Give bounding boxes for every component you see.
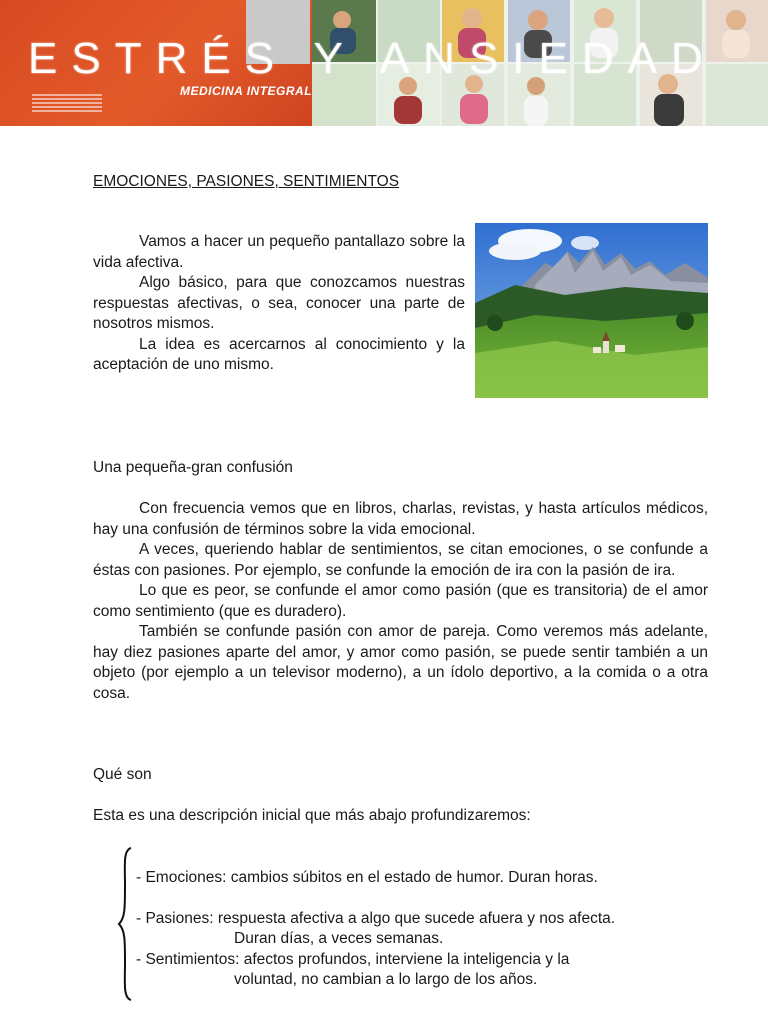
banner-title: ESTRÉS Y ANSIEDAD xyxy=(28,34,717,83)
header-banner xyxy=(0,0,768,126)
intro-paragraph: Vamos a hacer un pequeño pantallazo sobre la vida afectiva. xyxy=(93,233,465,271)
term-emociones: - Emociones xyxy=(136,869,223,886)
definition-text: : cambios súbitos en el estado de humor. Duran horas. xyxy=(222,869,598,886)
description-text: Esta es una descripción inicial que más abajo profundizaremos: xyxy=(93,807,531,824)
confusion-section xyxy=(93,499,708,704)
body-paragraph: A veces, queriendo hablar de sentimientos, se citan emociones, o se confunde a éstas con pasiones. Por ejemplo, se confunde la emoción de ira con la pasión de ira. xyxy=(93,541,708,579)
section-heading-que-son: Qué son xyxy=(93,766,152,783)
section-heading-confusion: Una pequeña-gran confusión xyxy=(93,459,293,476)
term-sentimientos: Sentimientos: xyxy=(145,950,240,968)
list-dash: - xyxy=(136,909,146,927)
definition-text: respuesta afectiva a algo que sucede afuera y nos afecta. xyxy=(213,909,616,927)
definition-sentimientos xyxy=(136,950,696,971)
definition-pasiones xyxy=(136,909,696,930)
term-pasiones: Pasiones: xyxy=(145,909,214,927)
definition-emociones xyxy=(136,868,696,889)
intro-paragraph: La idea es acercarnos al conocimiento y la aceptación de uno mismo. xyxy=(93,335,465,373)
page-title: EMOCIONES, PASIONES, SENTIMIENTOS xyxy=(93,173,400,190)
body-paragraph: También se confunde pasión con amor de pareja. Como veremos más adelante, hay diez pasiones aparte del amor, y amor como pasión, se puede sentir también a un objeto (por ejemplo a un televisor moderno), a un ídolo deportivo, a la comida o a otra cosa. xyxy=(93,623,708,702)
list-dash: - xyxy=(136,950,146,968)
mountain-landscape-image xyxy=(475,223,708,398)
definition-text: afectos profundos, interviene la inteligencia y la xyxy=(239,950,570,968)
intro-paragraph: Algo básico, para que conozcamos nuestras respuestas afectivas, o sea, conocer una parte de nosotros mismos. xyxy=(93,274,465,332)
definition-continuation: voluntad, no cambian a lo largo de los años. xyxy=(234,971,538,988)
body-paragraph: Con frecuencia vemos que en libros, charlas, revistas, y hasta artículos médicos, hay una confusión de términos sobre la vida emocional. xyxy=(93,500,708,538)
definitions-list xyxy=(136,868,696,991)
body-paragraph: Lo que es peor, se confunde el amor como pasión (que es transitoria) de el amor como sentimiento (que es duradero). xyxy=(93,582,708,620)
banner-subtitle: MEDICINA INTEGRAL xyxy=(180,84,313,98)
curly-brace-icon xyxy=(117,846,137,1002)
landscape-photo xyxy=(475,223,708,398)
banner-decorative-text-lines xyxy=(32,94,102,114)
intro-text xyxy=(93,232,465,376)
definition-continuation: Duran días, a veces semanas. xyxy=(234,930,444,947)
